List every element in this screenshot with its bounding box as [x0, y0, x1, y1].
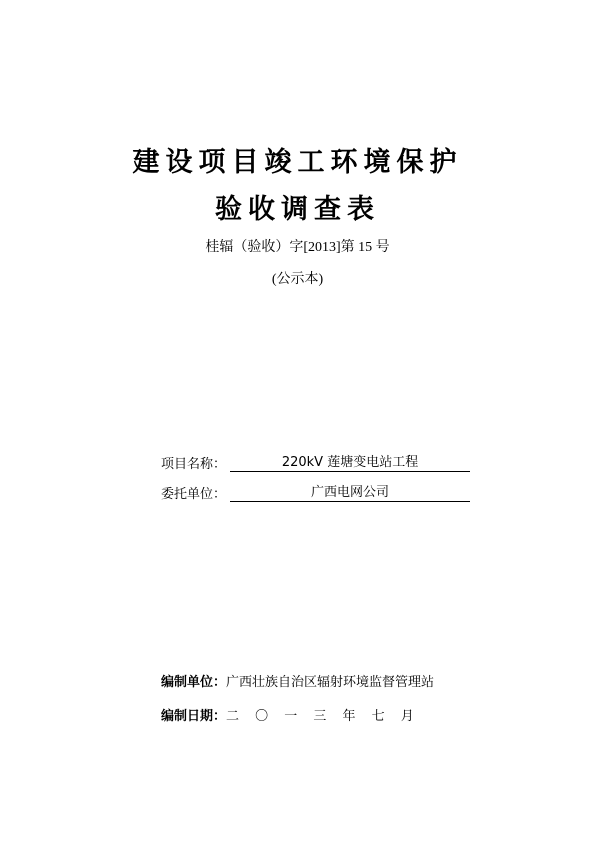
project-name-label: 项目名称：	[161, 457, 227, 472]
compiler-unit-label: 编制单位：	[161, 675, 227, 690]
compile-date-label: 编制日期：	[161, 709, 227, 724]
compile-date-value: 二 〇 一 三 年 七 月	[226, 709, 420, 724]
compile-date-row	[161, 705, 420, 724]
client-unit-value: 广西电网公司	[230, 484, 470, 502]
compiler-unit-value: 广西壮族自治区辐射环境监督管理站	[226, 675, 435, 690]
report-title-line2: 验收调查表	[215, 194, 380, 225]
project-name-value: 220kV 莲塘变电站工程	[230, 454, 470, 472]
compiler-unit-row	[161, 671, 434, 690]
client-unit-label: 委托单位：	[161, 487, 227, 502]
client-unit-row	[161, 482, 470, 502]
project-name-row	[161, 452, 470, 472]
document-number: 桂辐（验收）字[2013]第 15 号	[205, 240, 390, 255]
public-version-note: (公示本)	[271, 272, 324, 287]
report-title-line1: 建设项目竣工环境保护	[132, 147, 463, 178]
